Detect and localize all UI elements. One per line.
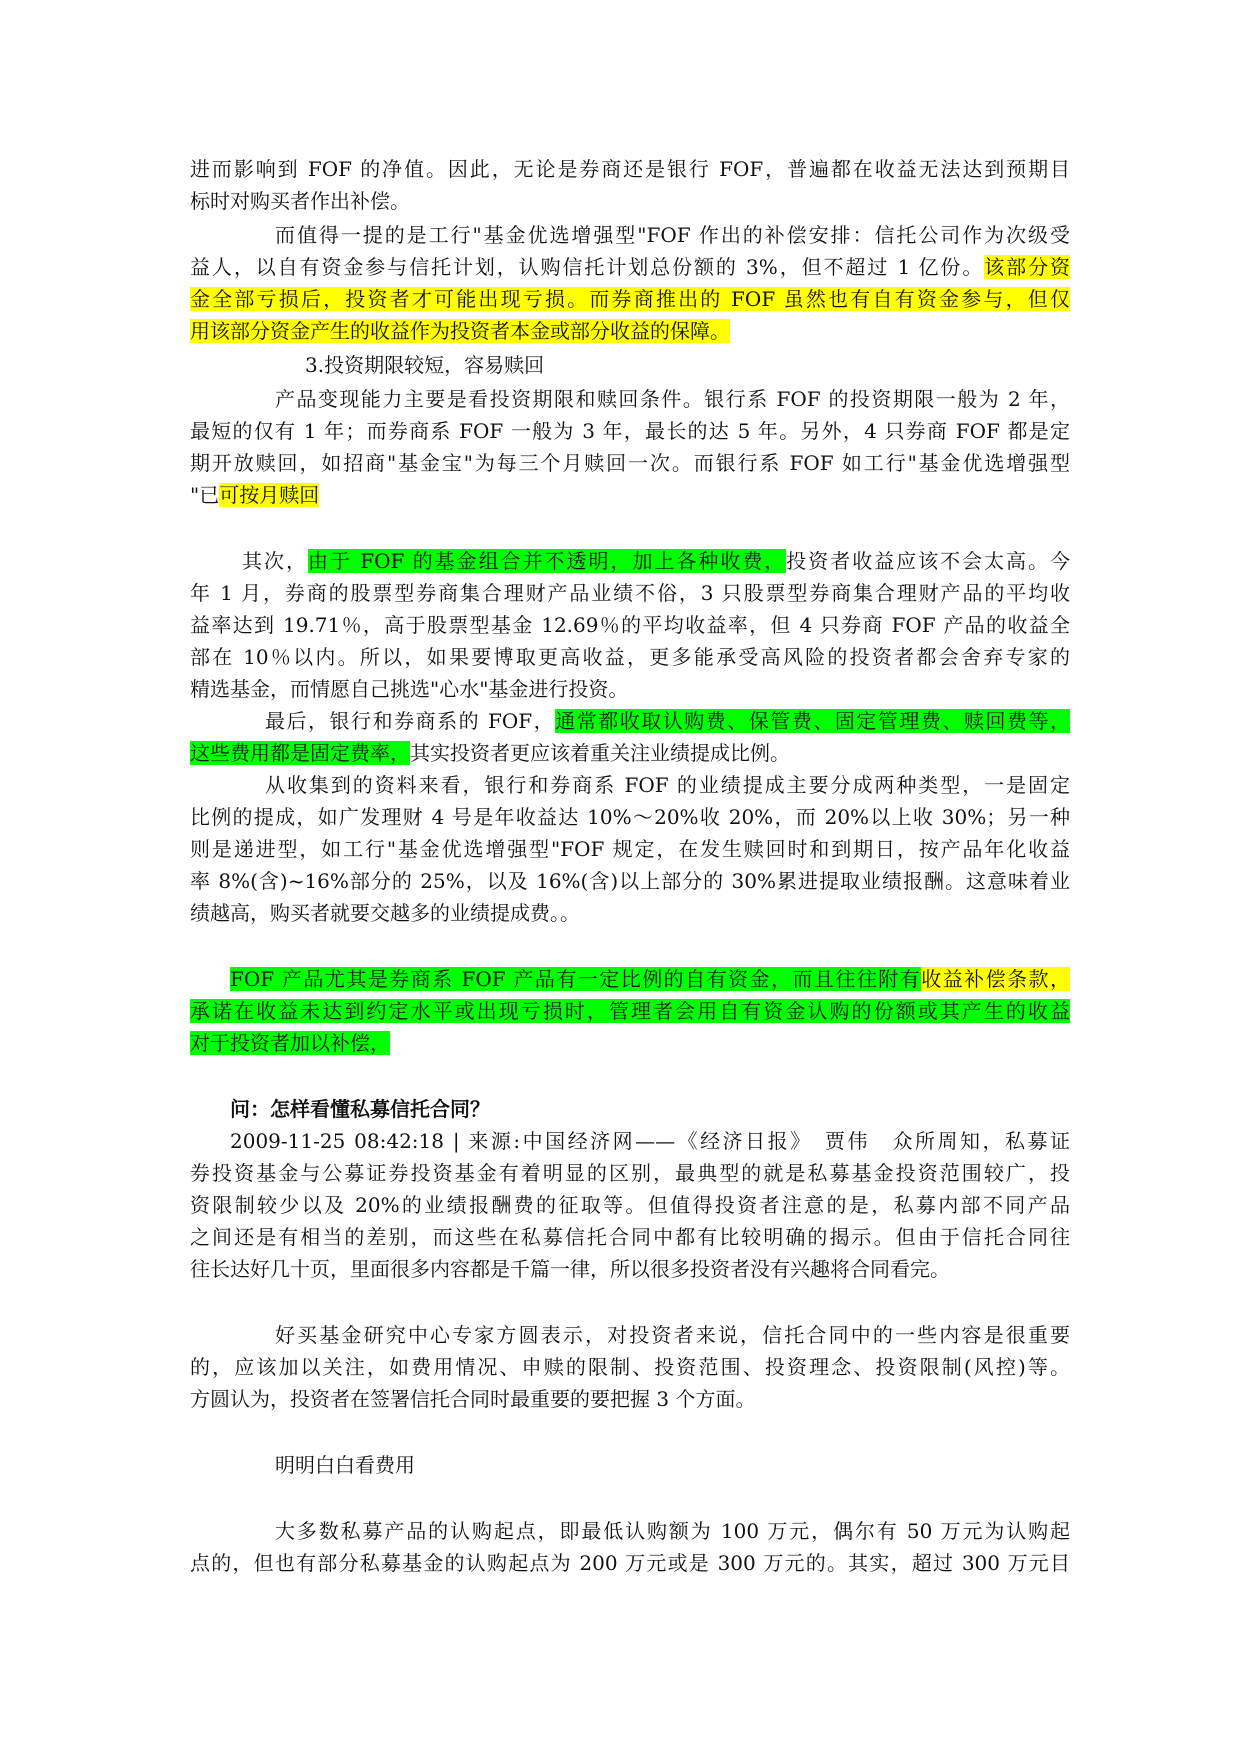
text-line — [190, 995, 1070, 1027]
highlight-green: 承诺在收益未达到约定水平或出现亏损时，管理者会用自有资金认购的份额或其产生的收益 — [190, 999, 1070, 1023]
text-run: 问：怎样看懂私募信托合同？ — [230, 1097, 490, 1121]
text-run: 资限制较少以及 20%的业绩报酬费的征取等。但值得投资者注意的是，私募内部不同产品 — [190, 1193, 1070, 1217]
text-run: 而值得一提的是工行"基金优选增强型"FOF 作出的补偿安排：信托公司作为次级受 — [275, 223, 1070, 247]
highlight-yellow: 金全部亏损后，投资者才可能出现亏损。而券商推出的 FOF 虽然也有自有资金参与，但仅 — [190, 287, 1070, 311]
text-line — [190, 1383, 1070, 1415]
text-run: 益人，以自有资金参与信托计划，认购信托计划总份额的 3%，但不超过 1 亿份。 — [190, 255, 985, 279]
text-run: 2009-11-25 08:42:18 | 来源:中国经济网——《经济日报》 贾伟 众所周知，私募证 — [230, 1129, 1070, 1153]
text-run: 大多数私募产品的认购起点，即最低认购额为 100 万元，偶尔有 50 万元为认购起 — [275, 1519, 1070, 1543]
section-heading — [230, 1093, 1070, 1125]
text-run: "已 — [190, 483, 220, 507]
text-line — [230, 963, 1070, 995]
text-run: 率 8%(含)~16%部分的 25%，以及 16%(含)以上部分的 30%累进提取业绩报酬。这意味着业 — [190, 869, 1070, 893]
text-line — [190, 641, 1070, 673]
text-line — [190, 1351, 1070, 1383]
text-run: 年 1 月，券商的股票型券商集合理财产品业绩不俗，3 只股票型券商集合理财产品的平均收 — [190, 581, 1070, 605]
text-line — [190, 577, 1070, 609]
text-line — [190, 1253, 1070, 1285]
highlight-green: FOF 产品尤其是券商系 FOF 产品有一定比例的自有资金，而且往往附有 — [230, 967, 922, 991]
text-run: 明明白白看费用 — [275, 1453, 415, 1477]
text-run: 则是递进型，如工行"基金优选增强型"FOF 规定，在发生赎回时和到期日，按产品年化收益 — [190, 837, 1070, 861]
text-line — [190, 833, 1070, 865]
text-run: 其实投资者更应该着重关注业绩提成比例。 — [410, 741, 790, 765]
text-run: 进而影响到 FOF 的净值。因此，无论是券商还是银行 FOF，普遍都在收益无法达到预期目 — [190, 157, 1070, 181]
text-run: 点的，但也有部分私募基金的认购起点为 200 万元或是 300 万元的。其实，超过 300 万元目 — [190, 1551, 1070, 1575]
text-run: 标时对购买者作出补偿。 — [190, 189, 410, 213]
text-line — [230, 1125, 1070, 1157]
text-line — [190, 251, 1070, 283]
text-line — [275, 383, 1070, 415]
text-line — [190, 415, 1070, 447]
text-run: 最短的仅有 1 年；而券商系 FOF 一般为 3 年，最长的达 5 年。另外，4 只券商 FOF 都是定 — [190, 419, 1070, 443]
text-run: 往长达好几十页，里面很多内容都是千篇一律，所以很多投资者没有兴趣将合同看完。 — [190, 1257, 950, 1281]
highlight-green: 对于投资者加以补偿， — [190, 1031, 390, 1055]
text-line — [242, 545, 1070, 577]
text-line — [190, 801, 1070, 833]
text-run: 最后，银行和券商系的 FOF， — [265, 709, 556, 733]
text-line — [275, 1515, 1070, 1547]
text-run: 3.投资期限较短，容易赎回 — [305, 353, 545, 377]
text-line — [190, 185, 1070, 217]
text-line — [190, 283, 1070, 315]
text-run: 券投资基金与公募证券投资基金有着明显的区别，最典型的就是私募基金投资范围较广，投 — [190, 1161, 1070, 1185]
text-line — [275, 219, 1070, 251]
text-line — [190, 153, 1070, 185]
highlight-green: 通常都收取认购费、保管费、固定管理费、赎回费等， — [555, 709, 1070, 733]
highlight-yellow: 可按月赎回 — [219, 483, 320, 507]
text-run: 绩越高，购买者就要交越多的业绩提成费。。 — [190, 901, 580, 925]
text-line — [265, 769, 1070, 801]
text-line — [190, 897, 1070, 929]
text-run: 比例的提成，如广发理财 4 号是年收益达 10%～20%收 20%，而 20%以上收 30%；另一种 — [190, 805, 1070, 829]
text-line — [190, 865, 1070, 897]
highlight-yellow: 收益补偿条款， — [921, 967, 1071, 991]
highlight-yellow: 用该部分资金产生的收益作为投资者本金或部分收益的保障。 — [190, 319, 730, 343]
text-line — [190, 737, 1070, 769]
text-line — [305, 349, 1070, 381]
text-run: 好买基金研究中心专家方圆表示，对投资者来说，信托合同中的一些内容是很重要 — [275, 1323, 1070, 1347]
text-line — [190, 609, 1070, 641]
text-line — [190, 673, 1070, 705]
text-run: 产品变现能力主要是看投资期限和赎回条件。银行系 FOF 的投资期限一般为 2 年， — [275, 387, 1070, 411]
text-line — [190, 1547, 1070, 1579]
text-run: 之间还是有相当的差别，而这些在私募信托合同中都有比较明确的揭示。但由于信托合同往 — [190, 1225, 1070, 1249]
text-run: 精选基金，而情愿自己挑选"心水"基金进行投资。 — [190, 677, 629, 701]
text-run: 方圆认为，投资者在签署信托合同时最重要的要把握 3 个方面。 — [190, 1387, 756, 1411]
text-run: 从收集到的资料来看，银行和券商系 FOF 的业绩提成主要分成两种类型，一是固定 — [265, 773, 1070, 797]
highlight-green: 这些费用都是固定费率， — [190, 741, 410, 765]
text-run: 期开放赎回，如招商"基金宝"为每三个月赎回一次。而银行系 FOF 如工行"基金优选增强型 — [190, 451, 1070, 475]
text-line — [190, 447, 1070, 479]
highlight-yellow: 该部分资 — [984, 255, 1071, 279]
text-line — [190, 479, 1070, 511]
text-line — [190, 315, 1070, 347]
text-line — [190, 1189, 1070, 1221]
text-run: 益率达到 19.71％，高于股票型基金 12.69％的平均收益率，但 4 只券商 FOF 产品的收益全 — [190, 613, 1070, 637]
text-line — [190, 1027, 1070, 1059]
text-line — [265, 705, 1070, 737]
text-run: 其次， — [242, 549, 308, 573]
highlight-green: 由于 FOF 的基金组合并不透明，加上各种收费， — [307, 549, 787, 573]
text-line — [190, 1221, 1070, 1253]
text-line — [275, 1319, 1070, 1351]
text-run: 的，应该加以关注，如费用情况、申赎的限制、投资范围、投资理念、投资限制(风控)等。 — [190, 1355, 1070, 1379]
text-line — [275, 1449, 1070, 1481]
text-run: 部在 10％以内。所以，如果要博取更高收益，更多能承受高风险的投资者都会舍弃专家的 — [190, 645, 1070, 669]
text-line — [190, 1157, 1070, 1189]
text-run: 投资者收益应该不会太高。今 — [786, 549, 1071, 573]
